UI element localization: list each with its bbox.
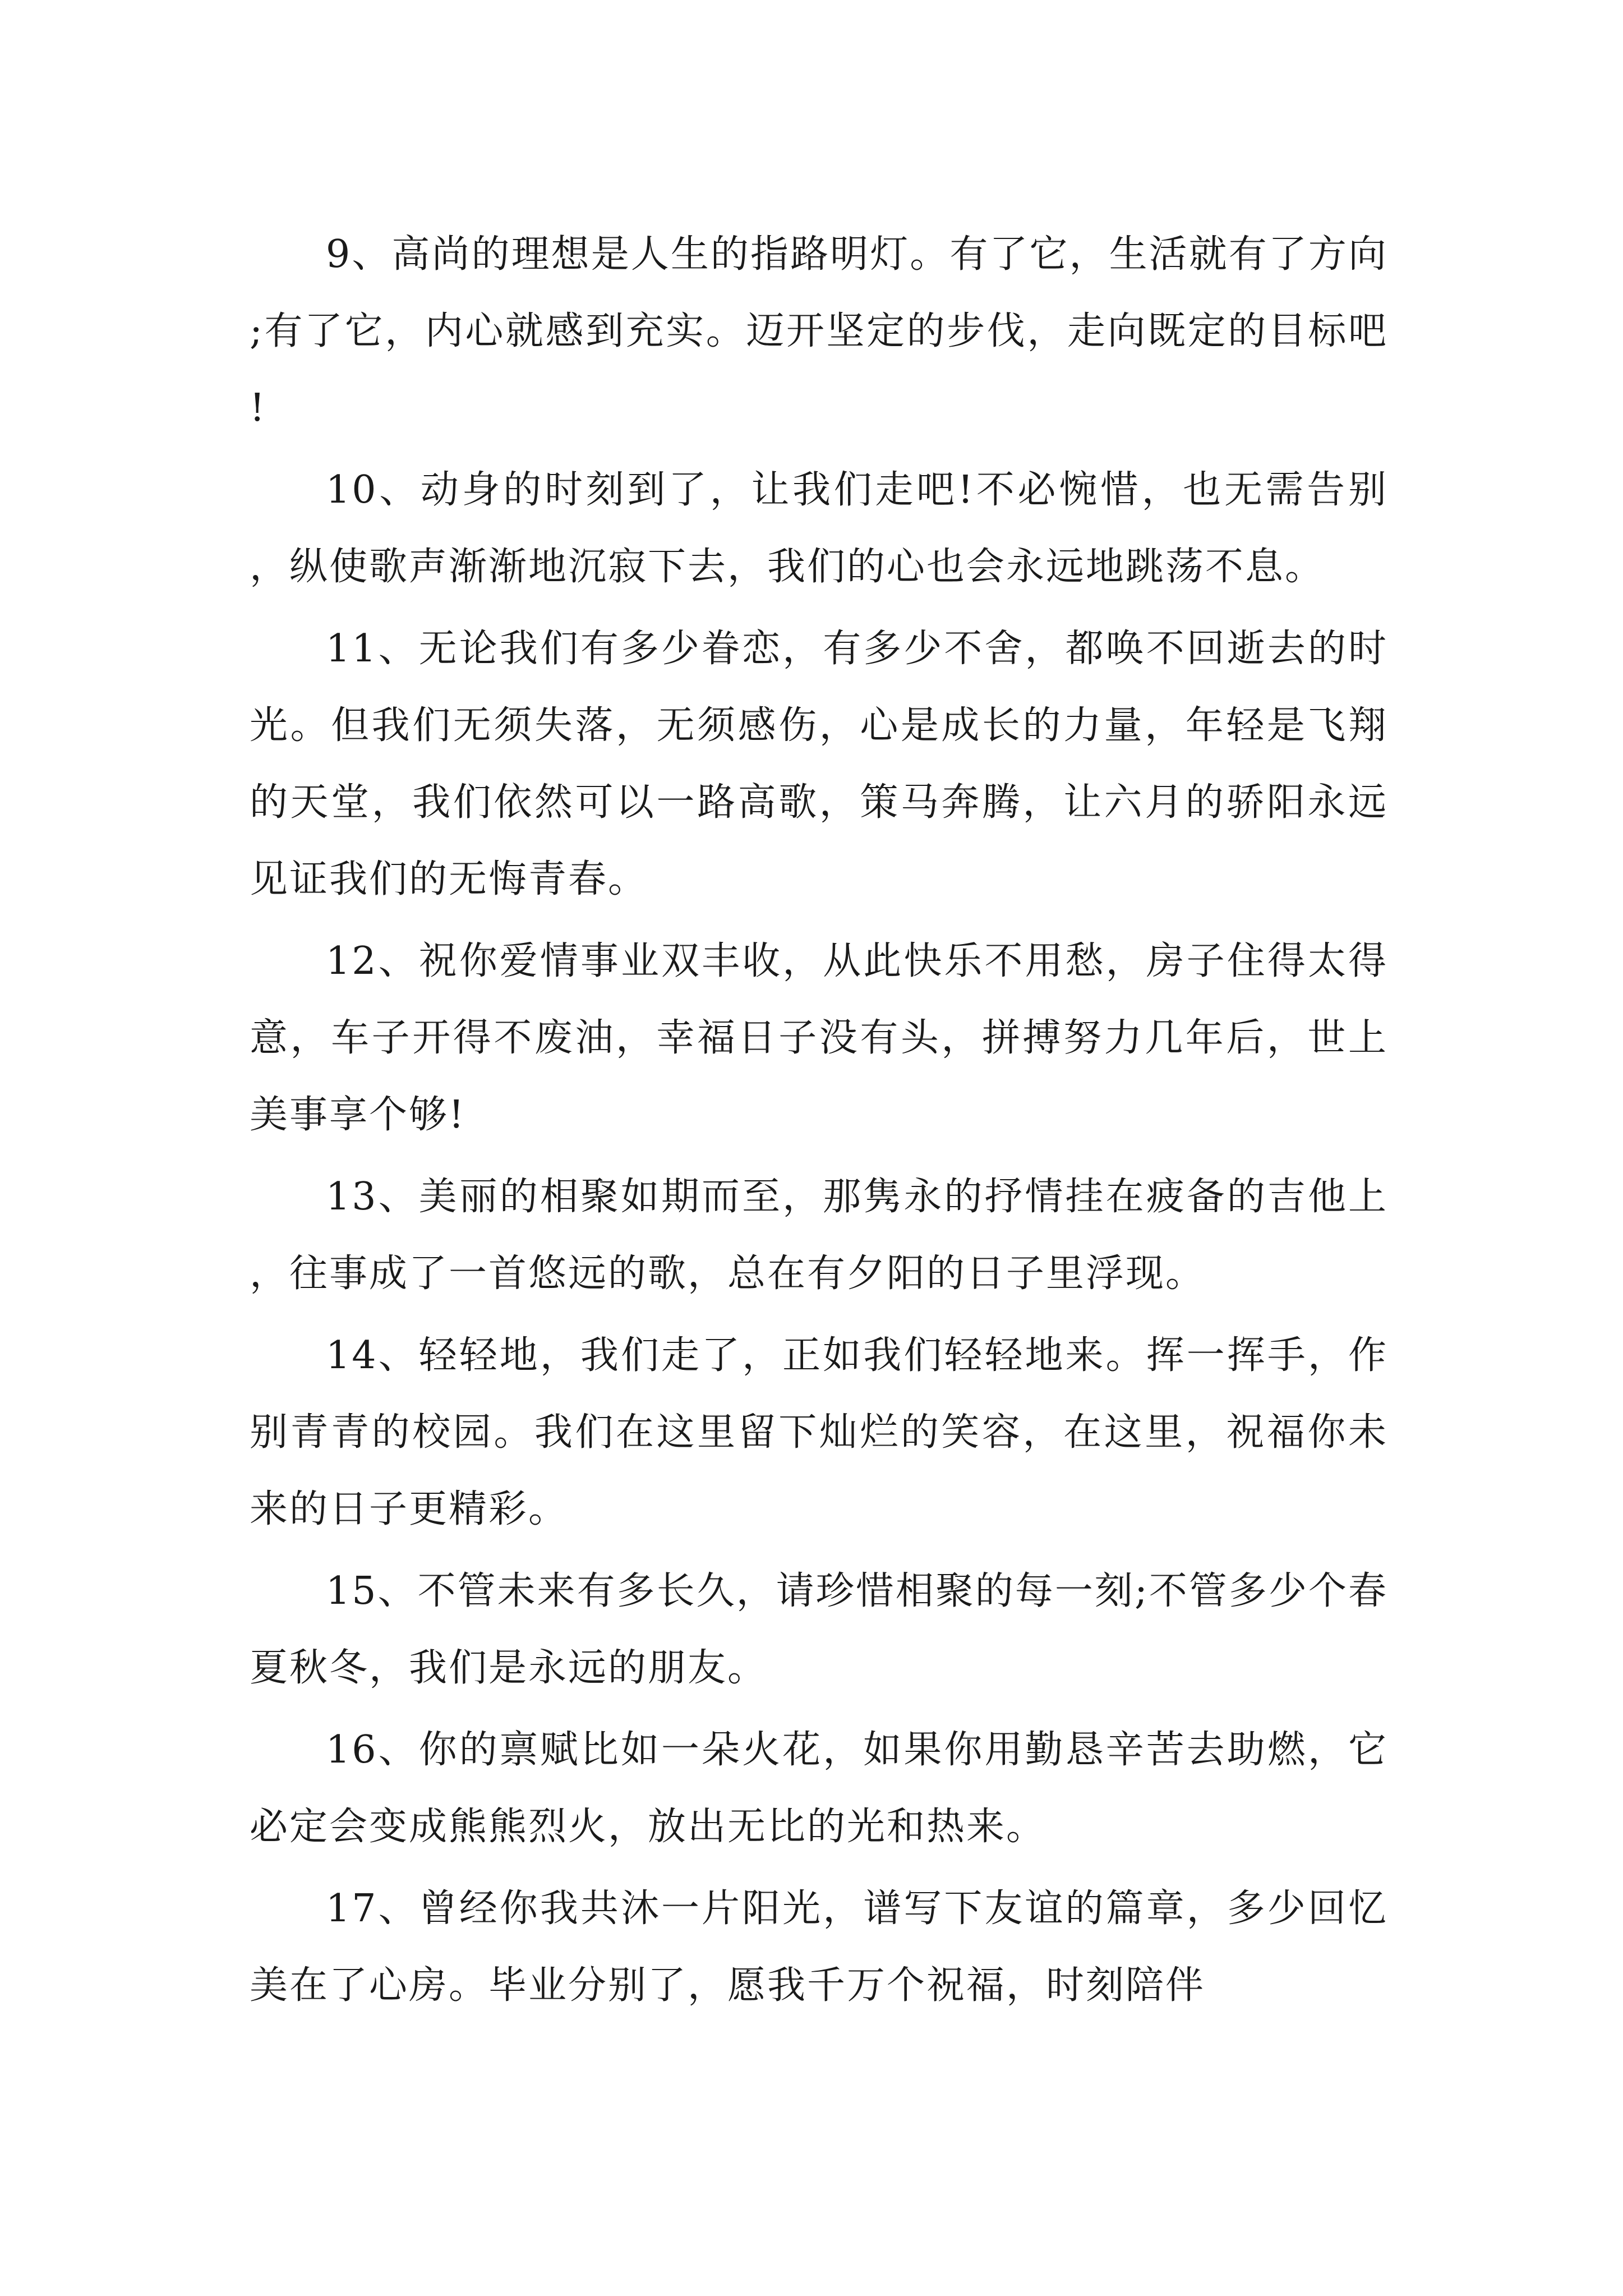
paragraph-13: 13、美丽的相聚如期而至，那隽永的抒情挂在疲备的吉他上，往事成了一首悠远的歌，总在有夕阳的日子里浮现。 (250, 1175, 1388, 1296)
paragraph-12: 12、祝你爱情事业双丰收，从此快乐不用愁，房子住得太得意，车子开得不废油，幸福日子没有头，拼搏努力几年后，世上美事享个够! (250, 939, 1388, 1137)
paragraph-10: 10、动身的时刻到了，让我们走吧!不必惋惜，也无需告别，纵使歌声渐渐地沉寂下去，我们的心也会永远地跳荡不息。 (250, 468, 1388, 589)
paragraph-11: 11、无论我们有多少眷恋，有多少不舍，都唤不回逝去的时光。但我们无须失落，无须感伤，心是成长的力量，年轻是飞翔的天堂，我们依然可以一路高歌，策马奔腾，让六月的骄阳永远见证我们的无悔青春。 (250, 627, 1388, 901)
paragraph-14: 14、轻轻地，我们走了，正如我们轻轻地来。挥一挥手，作别青青的校园。我们在这里留下灿烂的笑容，在这里，祝福你未来的日子更精彩。 (250, 1333, 1388, 1531)
document-body (250, 216, 1388, 2029)
paragraph-16: 16、你的禀赋比如一朵火花，如果你用勤恳辛苦去助燃，它必定会变成熊熊烈火，放出无比的光和热来。 (250, 1728, 1388, 1849)
paragraph-9: 9、高尚的理想是人生的指路明灯。有了它，生活就有了方向;有了它，内心就感到充实。迈开坚定的步伐，走向既定的目标吧! (250, 232, 1388, 430)
paragraph-15: 15、不管未来有多长久，请珍惜相聚的每一刻;不管多少个春夏秋冬，我们是永远的朋友。 (250, 1569, 1388, 1690)
paragraph-17: 17、曾经你我共沐一片阳光，谱写下友谊的篇章，多少回忆美在了心房。毕业分别了，愿我千万个祝福，时刻陪伴 (250, 1887, 1388, 2008)
